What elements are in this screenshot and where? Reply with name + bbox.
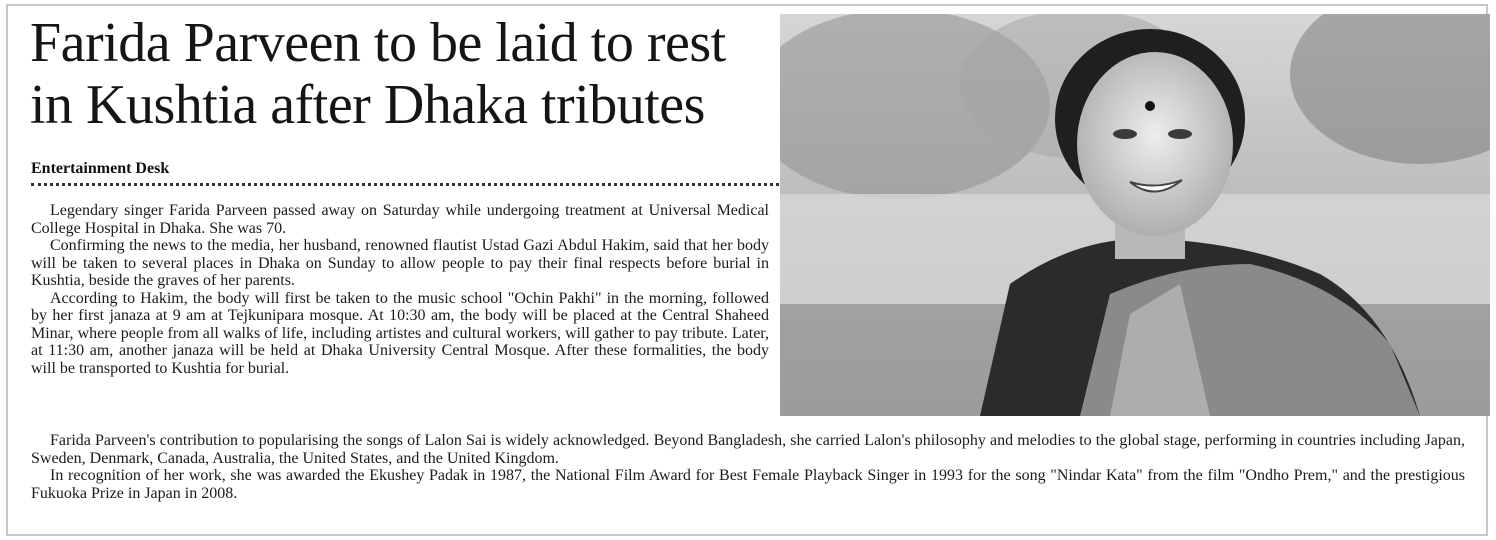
paragraph-5: In recognition of her work, she was awarded the Ekushey Padak in 1987, the National Film Award for Best Female Playback Singer in 1993 for the song "Nindar Kata" from the film "Ondho Prem," and the prestigious Fukuoka Prize in Japan in 2008. — [31, 467, 1465, 502]
paragraph-2: Confirming the news to the media, her husband, renowned flautist Ustad Gazi Abdul Hakim, said that her body will be taken to several places in Dhaka on Sunday to allow people to pay their final respects before burial in Kushtia, beside the graves of her parents. — [31, 237, 769, 289]
portrait-photo — [780, 14, 1490, 416]
dotted-rule — [31, 183, 779, 186]
article-body-full — [31, 432, 1465, 502]
byline: Entertainment Desk — [31, 160, 170, 177]
paragraph-1: Legendary singer Farida Parveen passed away on Saturday while undergoing treatment at Universal Medical College Hospital in Dhaka. She was 70. — [31, 202, 769, 237]
paragraph-4: Farida Parveen's contribution to popularising the songs of Lalon Sai is widely acknowledged. Beyond Bangladesh, she carried Lalon's philosophy and melodies to the global stage, performing in countries including Japan, Sweden, Denmark, Canada, Australia, the United States, and the United Kingdom. — [31, 432, 1465, 467]
headline: Farida Parveen to be laid to rest in Kushtia after Dhaka tributes — [30, 12, 726, 136]
paragraph-3: According to Hakim, the body will first be taken to the music school "Ochin Pakhi" in the morning, followed by her first janaza at 9 am at Tejkunipara mosque. At 10:30 am, the body will be placed at the Central Shaheed Minar, where people from all walks of life, including artistes and cultural workers, will gather to pay tribute. Later, at 11:30 am, another janaza will be held at Dhaka University Central Mosque. After these formalities, the body will be transported to Kushtia for burial. — [31, 289, 769, 377]
article-body-column — [31, 202, 769, 377]
